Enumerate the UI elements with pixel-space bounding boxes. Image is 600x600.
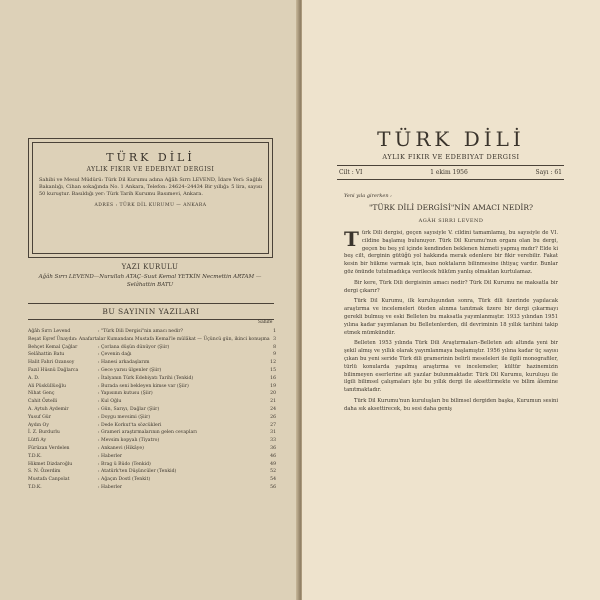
toc-author: A. Aytuh Aydemir [28,406,69,412]
toc-author: Halit Fahri Ozansoy [28,360,75,366]
toc-row [28,406,276,414]
toc-page: 19 [270,383,276,389]
toc-row [28,453,276,461]
toc-author: Fürüzan Verdelen [28,445,70,451]
board-members: Ağâh Sırrı LEVEND—Nurullah ATAÇ–Suut Kemal YETKİN Necmettin ARTAM — Selâhattin BATU [38,274,262,288]
toc-title: : Burada seni bekleyen kimse var (Şiir) [98,383,189,389]
toc-author: Hikmet Dizdaroğlu [28,461,73,467]
toc-row [28,336,276,344]
drop-cap: T [344,227,359,251]
toc-title: : Brag ü Büdo (Tenkid) [98,461,151,467]
article-author: AGÂH SIRRI LEVEND [418,218,484,224]
toc-page: 21 [270,399,276,405]
toc-title: : Haberler [98,453,122,459]
toc-author: Cahit Öztelli [28,399,58,405]
table-of-contents [28,328,276,492]
journal-subtitle: AYLIK FIKIR VE EDEBIYAT DERGISI [382,153,520,161]
toc-row [28,437,276,445]
toc-page: 15 [270,367,276,373]
toc-title: : Gece yarısı ülgenler (Şiir) [98,367,162,373]
toc-title: : Haberler [98,484,122,490]
toc-row [28,468,276,476]
article-title: "TÜRK DİLİ DERGİSİ"NİN AMACI NEDİR? [368,203,534,212]
toc-title: : Gün, Sarıyı, Dağlar (Şiir) [98,406,160,412]
toc-row [28,390,276,398]
issue-line [337,165,564,180]
toc-title: : İtalyanın Türk Edebiyatı Tarihi (Tenkid) [98,375,194,381]
masthead-title: TÜRK DİLİ [106,151,195,164]
toc-page: 9 [273,352,276,358]
toc-title: : Çorlana düşün dünüyor (Şiir) [98,344,170,350]
toc-page: 8 [273,344,276,350]
toc-page: 52 [270,469,276,475]
toc-title: : "Türk Dili Dergisi"nin amacı nedir? [98,329,184,334]
toc-page: 27 [270,422,276,428]
paragraph-text: ürk Dili dergisi, geçen sayısiyle V. cildini tamamlamış, bu sayısiyle de VI. cildine başlamış bulunuyor. Türk Dil Kurumu'nun organı olan bu dergi, geçen bu beş yıl içinde kendinden beklenen hizmeti yapmış mıdır? Elde ki beş cilt, derginin gütüğü yol hakkında merak edenlere bir fikir verebilir. Fakat kesin bir hükme varmak için, bazı noktaların bilinmesine ihtiyaç vardır. Bunlar göz önünde tutulmadıkça verilecek hüküm yanlış olmaktan kurtulamaz. [344,230,558,275]
toc-row [28,351,276,359]
toc-author: Ali Püsküllüoğlu [28,383,66,389]
toc-title: : Dede Korkut'ta sözcükleri [98,422,162,428]
toc-row [28,344,276,352]
toc-row [28,414,276,422]
article-paragraph: Türk Dil Kurumu'nun kuruluşları bu bilimsel dergiden başka, Kurumun sesini daha sık aksettirecek, bu sesi daha geniş [344,397,558,412]
toc-author: T.D.K. [28,453,42,459]
toc-title: : Ankanevi (Hikâye) [98,445,144,451]
masthead-box [28,138,273,258]
toc-page: 46 [270,453,276,459]
toc-page: 31 [270,430,276,436]
toc-title: : Kul Oğlu [98,399,122,405]
article-paragraph: Belleten 1953 yılında Türk Dili Araştırmaları–Belleten adı altında yeni bir şekil almış ve yıllık olarak yayımlanmaya başlamıştır. 1956 yılına kadar üç sayısı çıkan bu yeni seride Türk dili gramerinin belirli meseleleri ile ilgili monografiler, türlü konularda yapılmış araştırma ve incelemeler, kültür hazinemizin bilinmeyen eserlerine ait yazılar bulunmaktadır. Türk Dil Kurumu, kuruluşu ile ilgili bilimsel çalışmaları işte bu yıllık dergi ile aksettirmekte ve bilim âlemine tanıtmaktadır. [344,340,558,394]
toc-row [28,445,276,453]
article-paragraph [344,227,558,277]
toc-author: Lütfi Ay [28,438,47,444]
toc-page: 1 [273,329,276,334]
toc-title: : Yapısının kutusu (Şiir) [98,391,153,397]
toc-author: T.D.K. [28,484,42,490]
board-heading: YAZI KURULU [121,263,179,271]
toc-page: 49 [270,461,276,467]
toc-author: Fazıl Hüsnü Dağlarca [28,367,79,373]
toc-title: : Atatürk'ten Düşüncüler (Tenkid) [98,469,177,475]
issue-volume: Cilt : VI [339,169,363,176]
toc-title: : Ağaçın Dostl (Tenkit) [98,477,151,483]
toc-title: : Grameri araştırmalarının gelen cevapları [98,430,197,436]
toc-author: Ağâh Sırrı Levend [28,329,71,334]
toc-author: İ. Z. Burdurlu [28,430,60,436]
toc-author: Yusuf Gür [28,414,51,420]
toc-author: A. D. [28,375,40,381]
masthead-imprint: Sahibi ve Mesul Müdürü: Türk Dil Kurumu adına Ağâh Sırrı LEVEND, İdare Yeri: Sağlık Bakanlığı, Cihan sokağında No. 1 Ankara, Telefon: 24624–24434 Bir yıllığı: 5 lira, sayısı 50 kuruştur. Basıldığı yer: Türk Tarih Kurumu Basımevi, Ankara. [39,177,262,198]
toc-title: : Doygu mevsimi (Şiir) [98,414,151,420]
toc-heading: BU SAYININ YAZILARI [28,303,274,320]
toc-page-label: Sahife [258,320,273,325]
right-page [302,0,600,600]
toc-author: Selâhattin Batu [28,352,65,358]
toc-row [28,422,276,430]
toc-title: : Anafartalar Kumandanı Mustafa Kemal'le mülâkat — Üçüncü gün, ikinci konuşma [75,336,270,342]
toc-author: Nihat Genç [28,391,55,397]
journal-title: TÜRK DİLİ [377,127,525,151]
toc-row [28,367,276,375]
toc-row [28,429,276,437]
toc-title: : Mevsim kopyalı (Tiyatro) [98,438,160,444]
toc-row [28,359,276,367]
masthead-address: ADRES : TÜRK DİL KURUMU — ANKARA [94,202,207,208]
toc-row [28,484,276,492]
toc-row [28,375,276,383]
masthead-subtitle: AYLIK FIKIR VE EDEBIYAT DERGISI [86,166,215,173]
toc-author: Behçet Kemal Çağlar [28,344,78,350]
toc-page: 16 [270,375,276,381]
toc-page: 33 [270,438,276,444]
toc-page: 56 [270,484,276,490]
toc-page: 36 [270,445,276,451]
toc-author: Mustafa Canpolat [28,477,70,483]
toc-page: 20 [270,391,276,397]
toc-author: S. N. Özerdim [28,469,61,475]
toc-title: : Çevenin dağı [98,352,132,358]
toc-author: Reşat Eşref Ünaydın [28,336,76,342]
article-kicker: Yeni yıla girerken : [344,193,392,199]
issue-date: 1 ekim 1956 [430,169,468,176]
toc-row [28,398,276,406]
article-body [344,227,558,417]
toc-row [28,476,276,484]
toc-page: 3 [273,336,276,342]
toc-author: Aydın Oy [28,422,49,428]
article-paragraph: Türk Dil Kurumu, ilk kuruluşundan sonra, Türk dili üzerinde yapılacak araştırma ve incelemeleri öteden alınma tanıtmak üzere bir dergi çıkarmayı gerekli bulmuş ve eski Belleten bu maksatla yayımlanmıştır. 1933 yılından 1951 yılına kadar yayımlanan bu Belletenlerden, dil devriminin 18 yıllık tarihini takip etmek mümkündür. [344,298,558,336]
toc-page: 24 [270,406,276,412]
toc-page: 12 [270,360,276,366]
toc-title: : Hanesi arkadaşlarım [98,360,150,366]
article-paragraph: Bir kere, Türk Dili dergisinin amacı nedir? Türk Dil Kurumu ne maksatla bir dergi çıkarır? [344,279,558,294]
toc-row [28,461,276,469]
issue-number: Sayı : 61 [535,169,562,176]
toc-page: 54 [270,477,276,483]
toc-row [28,383,276,391]
toc-page: 26 [270,414,276,420]
toc-row [28,328,276,336]
